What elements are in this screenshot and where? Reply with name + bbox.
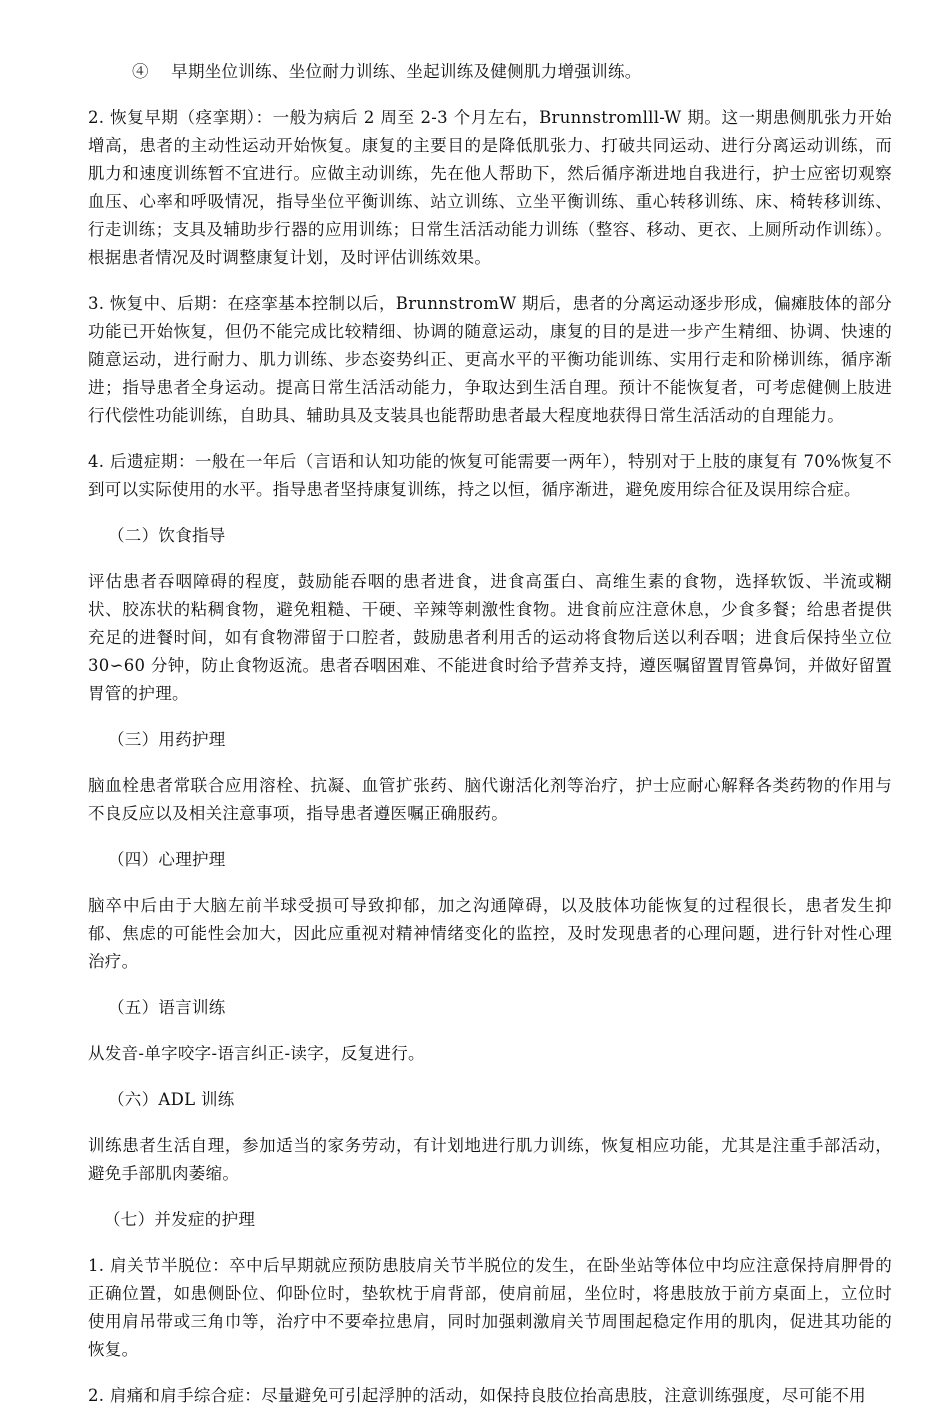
paragraph-shoulder-subluxation: 1. 肩关节半脱位：卒中后早期就应预防患肢肩关节半脱位的发生，在卧坐站等体位中均应注意保持肩胛骨的正确位置，如患侧卧位、仰卧位时，垫软枕于肩背部，使肩前屈，坐位时，将患肢放于前方桌面上，立位时使用肩吊带或三角巾等，治疗中不要牵拉患肩，同时加强刺激肩关节周围起稳定作用的肌肉，促进其功能的恢复。: [88, 1256, 892, 1359]
section-heading-complications: （七）并发症的护理: [104, 1210, 256, 1229]
paragraph-adl: 训练患者生活自理，参加适当的家务劳动，有计划地进行肌力训练，恢复相应功能，尤其是注重手部活动，避免手部肌肉萎缩。: [88, 1136, 892, 1183]
paragraph-diet: 评估患者吞咽障碍的程度，鼓励能吞咽的患者进食，进食高蛋白、高维生素的食物，选择软饭、半流或糊状、胶冻状的粘稠食物，避免粗糙、干硬、辛辣等刺激性食物。进食前应注意休息，少食多餐；给患者提供充足的进餐时间，如有食物滞留于口腔者，鼓励患者利用舌的运动将食物后送以利吞咽；进食后保持坐立位 30∽60 分钟，防止食物返流。患者吞咽困难、不能进食时给予营养支持，遵医嘱留置胃管鼻饲，并做好留置胃管的护理。: [88, 572, 892, 703]
section-heading-diet: （二）饮食指导: [108, 526, 226, 545]
section-heading-language: （五）语言训练: [108, 998, 226, 1017]
section-heading-adl: （六）ADL 训练: [108, 1090, 235, 1109]
paragraph-shoulder-hand: 2. 肩痛和肩手综合症：尽量避免可引起浮肿的活动，如保持良肢位抬高患肢，注意训练强度，尽可能不用: [88, 1386, 866, 1405]
section-heading-psych: （四）心理护理: [108, 850, 226, 869]
paragraph-psych: 脑卒中后由于大脑左前半球受损可导致抑郁，加之沟通障碍，以及肢体功能恢复的过程很长，患者发生抑郁、焦虑的可能性会加大，因此应重视对精神情绪变化的监控，及时发现患者的心理问题，进行针对性心理治疗。: [88, 896, 892, 971]
paragraph-mid-late-recovery: 3. 恢复中、后期：在痉挛基本控制以后，BrunnstromW 期后，患者的分离运动逐步形成，偏瘫肢体的部分功能已开始恢复，但仍不能完成比较精细、协调的随意运动，康复的目的是进一步产生精细、协调、快速的随意运动，进行耐力、肌力训练、步态姿势纠正、更高水平的平衡功能训练、实用行走和阶梯训练，循序渐进；指导患者全身运动。提高日常生活活动能力，争取达到生活自理。预计不能恢复者，可考虑健侧上肢进行代偿性功能训练，自助具、辅助具及支装具也能帮助患者最大程度地获得日常生活活动的自理能力。: [88, 294, 892, 425]
list-item-4: ④ 早期坐位训练、坐位耐力训练、坐起训练及健侧肌力增强训练。: [132, 62, 642, 81]
section-heading-medication: （三）用药护理: [108, 730, 226, 749]
paragraph-medication: 脑血栓患者常联合应用溶栓、抗凝、血管扩张药、脑代谢活化剂等治疗，护士应耐心解释各类药物的作用与不良反应以及相关注意事项，指导患者遵医嘱正确服药。: [88, 776, 892, 823]
paragraph-early-recovery: 2. 恢复早期（痉挛期）：一般为病后 2 周至 2-3 个月左右，Brunnstromlll-W 期。这一期患侧肌张力开始增高，患者的主动性运动开始恢复。康复的主要目的是降低肌张力、打破共同运动、进行分离运动训练，而肌力和速度训练暂不宜进行。应做主动训练，先在他人帮助下，然后循序渐进地自我进行，护士应密切观察血压、心率和呼吸情况，指导坐位平衡训练、站立训练、立坐平衡训练、重心转移训练、床、椅转移训练、行走训练；支具及辅助步行器的应用训练；日常生活活动能力训练（整容、移动、更衣、上厕所动作训练）。根据患者情况及时调整康复计划，及时评估训练效果。: [88, 108, 892, 267]
paragraph-sequelae: 4. 后遗症期：一般在一年后（言语和认知功能的恢复可能需要一两年），特别对于上肢的康复有 70%恢复不到可以实际使用的水平。指导患者坚持康复训练，持之以恒，循序渐进，避免废用综合征及误用综合症。: [88, 452, 892, 499]
paragraph-language: 从发音-单字咬字-语言纠正-读字，反复进行。: [88, 1044, 425, 1063]
